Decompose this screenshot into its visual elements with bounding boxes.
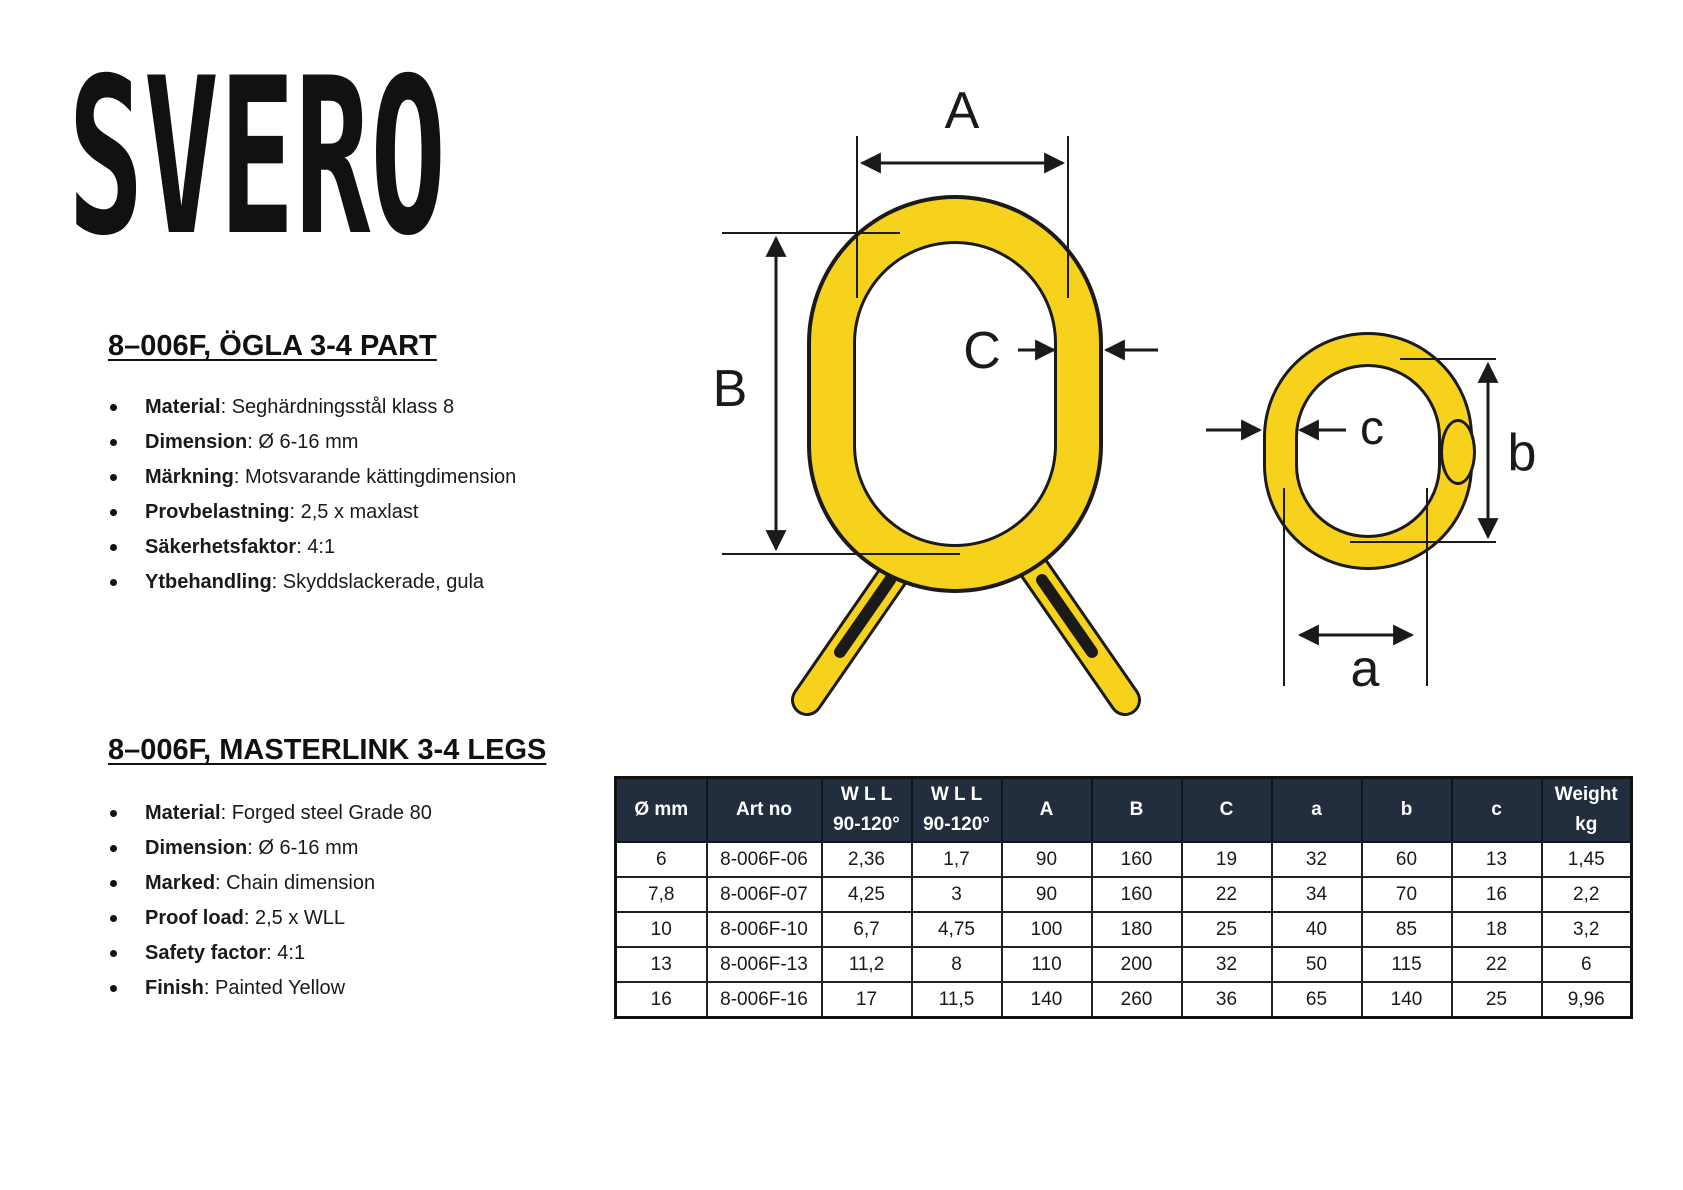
label-c: c — [1360, 402, 1384, 455]
table-cell: 70 — [1362, 877, 1452, 912]
spec-label: Proof load — [145, 907, 244, 929]
table-cell: 200 — [1092, 947, 1182, 982]
table-cell: 13 — [616, 947, 707, 982]
spec-value: : Skyddslackerade, gula — [271, 571, 485, 593]
spec-value: : Painted Yellow — [203, 977, 346, 999]
table-cell: 115 — [1362, 947, 1452, 982]
table-cell: 34 — [1272, 877, 1362, 912]
spec-item — [108, 796, 432, 831]
table-cell: 17 — [822, 982, 912, 1018]
spec-value: : Ø 6-16 mm — [247, 837, 359, 859]
table-cell: 16 — [1452, 877, 1542, 912]
table-cell: 18 — [1452, 912, 1542, 947]
spec-label: Dimension — [145, 431, 248, 453]
table-header-cell: W L L 90-120° — [822, 778, 912, 843]
spec-label: Provbelastning — [145, 501, 290, 523]
spec-value: : Chain dimension — [215, 872, 376, 894]
spec-item — [108, 971, 432, 1006]
table-cell: 90 — [1002, 842, 1092, 877]
table-header-row — [616, 778, 1632, 843]
table-header-cell: b — [1362, 778, 1452, 843]
table-header-cell: W L L 90-120° — [912, 778, 1002, 843]
table-header-cell: c — [1452, 778, 1542, 843]
section-title-swedish: 8–006F, ÖGLA 3-4 PART — [108, 330, 437, 362]
label-b: b — [1507, 424, 1537, 482]
spec-item — [108, 495, 516, 530]
table-cell: 22 — [1452, 947, 1542, 982]
label-a: a — [1350, 640, 1380, 698]
table-row — [616, 982, 1632, 1018]
spec-label: Material — [145, 396, 221, 418]
table-header-cell: B — [1092, 778, 1182, 843]
spec-value: : 2,5 x WLL — [243, 907, 346, 929]
spec-list-english — [108, 796, 432, 1006]
spec-list-swedish — [108, 390, 516, 600]
table-cell: 1,45 — [1542, 842, 1632, 877]
table-cell: 7,8 — [616, 877, 707, 912]
svero-logo — [68, 32, 450, 283]
spec-label: Ytbehandling — [145, 571, 272, 593]
table-cell: 40 — [1272, 912, 1362, 947]
table-cell: 160 — [1092, 877, 1182, 912]
table-cell: 8-006F-07 — [707, 877, 822, 912]
table-cell: 32 — [1272, 842, 1362, 877]
table-cell: 160 — [1092, 842, 1182, 877]
table-cell: 140 — [1002, 982, 1092, 1018]
spec-value: : 4:1 — [266, 942, 306, 964]
table-cell: 2,2 — [1542, 877, 1632, 912]
dimensions-table — [614, 776, 1633, 1019]
spec-item — [108, 460, 516, 495]
table-cell: 6 — [616, 842, 707, 877]
spec-label: Dimension — [145, 837, 248, 859]
spec-value: : Seghärdningsstål klass 8 — [220, 396, 455, 418]
table-cell: 50 — [1272, 947, 1362, 982]
table-cell: 110 — [1002, 947, 1092, 982]
table-cell: 85 — [1362, 912, 1452, 947]
table-cell: 100 — [1002, 912, 1092, 947]
spec-value: : 4:1 — [296, 536, 336, 558]
table-header-cell: C — [1182, 778, 1272, 843]
table-cell: 90 — [1002, 877, 1092, 912]
spec-value: : Forged steel Grade 80 — [220, 802, 432, 824]
table-header-cell: A — [1002, 778, 1092, 843]
table-cell: 2,36 — [822, 842, 912, 877]
table-row — [616, 842, 1632, 877]
label-B: B — [712, 360, 748, 418]
table-cell: 11,2 — [822, 947, 912, 982]
table-row — [616, 947, 1632, 982]
label-A: A — [944, 82, 980, 140]
master-link-large — [807, 195, 1103, 593]
table-cell: 25 — [1182, 912, 1272, 947]
spec-label: Finish — [145, 977, 204, 999]
table-cell: 32 — [1182, 947, 1272, 982]
spec-label: Safety factor — [145, 942, 267, 964]
table-cell: 9,96 — [1542, 982, 1632, 1018]
table-cell: 3 — [912, 877, 1002, 912]
table-row — [616, 912, 1632, 947]
spec-item — [108, 866, 432, 901]
table-cell: 6 — [1542, 947, 1632, 982]
table-cell: 8-006F-06 — [707, 842, 822, 877]
table-cell: 8-006F-16 — [707, 982, 822, 1018]
table-cell: 4,25 — [822, 877, 912, 912]
spec-item — [108, 901, 432, 936]
spec-item — [108, 565, 516, 600]
spec-item — [108, 530, 516, 565]
spec-label: Märkning — [145, 466, 234, 488]
table-cell: 16 — [616, 982, 707, 1018]
table-row — [616, 877, 1632, 912]
table-cell: 60 — [1362, 842, 1452, 877]
table-cell: 10 — [616, 912, 707, 947]
table-cell: 65 — [1272, 982, 1362, 1018]
table-cell: 180 — [1092, 912, 1182, 947]
table-cell: 22 — [1182, 877, 1272, 912]
table-cell: 19 — [1182, 842, 1272, 877]
section-title-english: 8–006F, MASTERLINK 3-4 LEGS — [108, 734, 547, 766]
spec-label: Material — [145, 802, 221, 824]
spec-label: Marked — [145, 872, 216, 894]
spec-label: Säkerhetsfaktor — [145, 536, 297, 558]
spec-item — [108, 831, 432, 866]
table-header-cell: a — [1272, 778, 1362, 843]
table-cell: 6,7 — [822, 912, 912, 947]
table-header-cell: Weight kg — [1542, 778, 1632, 843]
table-cell: 13 — [1452, 842, 1542, 877]
spec-item — [108, 936, 432, 971]
table-cell: 8 — [912, 947, 1002, 982]
logo-text: SVERO — [68, 32, 446, 283]
table-cell: 260 — [1092, 982, 1182, 1018]
table-header-cell: Ø mm — [616, 778, 707, 843]
spec-value: : 2,5 x maxlast — [289, 501, 419, 523]
table-cell: 3,2 — [1542, 912, 1632, 947]
table-cell: 140 — [1362, 982, 1452, 1018]
spec-item — [108, 425, 516, 460]
label-C: C — [963, 322, 1001, 380]
table-cell: 25 — [1452, 982, 1542, 1018]
table-cell: 11,5 — [912, 982, 1002, 1018]
table-header-cell: Art no — [707, 778, 822, 843]
spec-value: : Ø 6-16 mm — [247, 431, 359, 453]
masterlink-diagram — [700, 82, 1580, 728]
table-cell: 8-006F-13 — [707, 947, 822, 982]
table-cell: 4,75 — [912, 912, 1002, 947]
table-cell: 1,7 — [912, 842, 1002, 877]
spec-value: : Motsvarande kättingdimension — [233, 466, 517, 488]
table-cell: 8-006F-10 — [707, 912, 822, 947]
table-cell: 36 — [1182, 982, 1272, 1018]
spec-item — [108, 390, 516, 425]
